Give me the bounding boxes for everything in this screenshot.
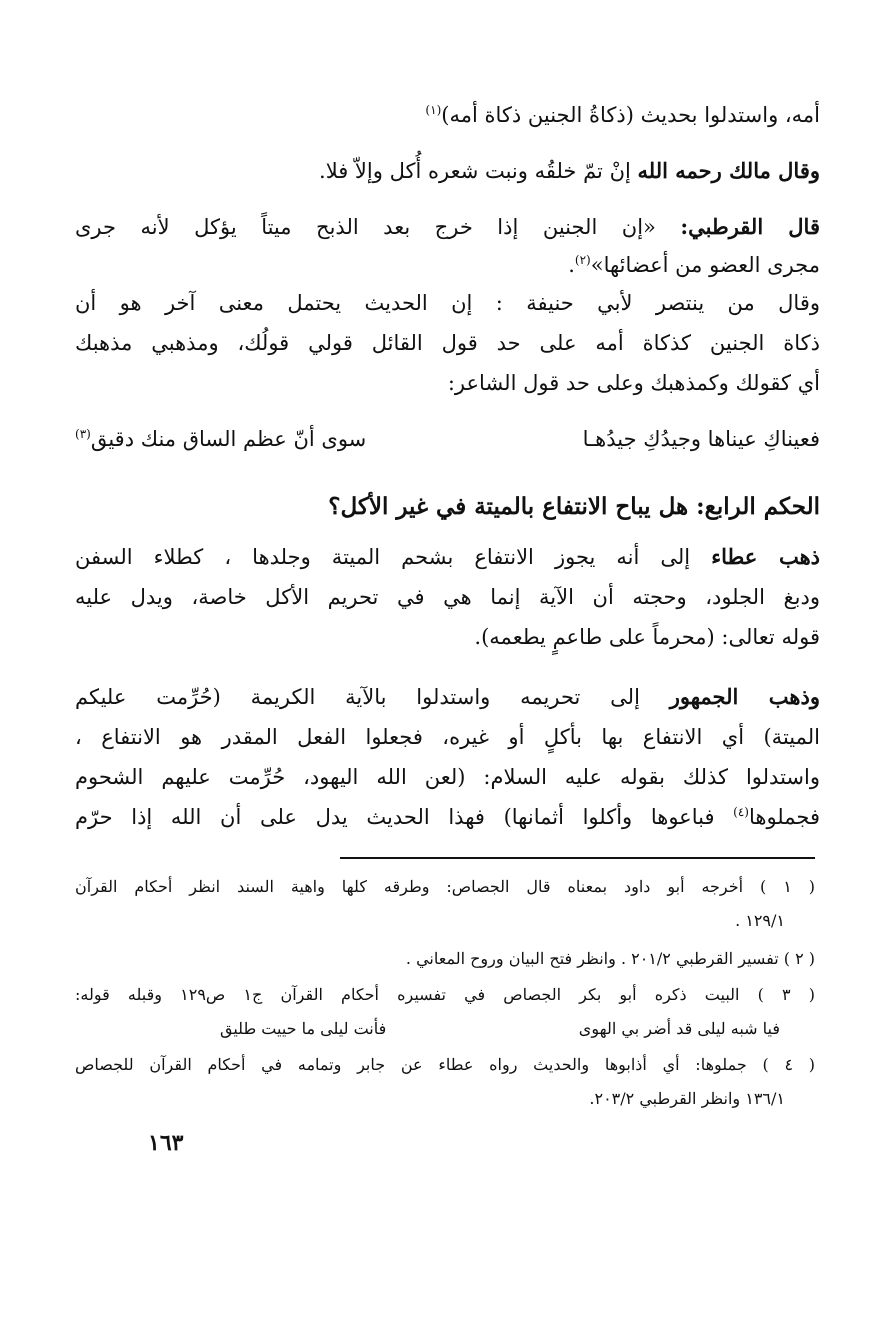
text-segment: «إن الجنين إذا خرج بعد الذبح ميتاً يؤكل لأنه جرى bbox=[75, 215, 656, 239]
footnote-ref: (٤) bbox=[733, 805, 749, 819]
footnote-ref: (١) bbox=[425, 103, 442, 117]
footnote-ref: (٣) bbox=[75, 427, 91, 441]
text-segment: واستدلوا كذلك بقوله عليه السلام: (لعن الله اليهود، حُرِّمت عليهم الشحوم bbox=[75, 765, 820, 789]
footnote-text: ١٣٦/١ وانظر القرطبي ٢٠٣/٢. bbox=[589, 1089, 785, 1108]
paragraph-line bbox=[75, 366, 820, 400]
paragraph-line bbox=[75, 98, 820, 132]
footnote-separator bbox=[340, 857, 815, 859]
text-segment: إنْ تمّ خلقُه ونبت شعره أُكل وإلاّ فلا. bbox=[319, 159, 631, 183]
text-segment: ذكاة الجنين كذكاة أمه على حد قول القائل قولي قولُك، ومذهبي مذهبك bbox=[75, 331, 820, 355]
paragraph-line bbox=[75, 154, 820, 188]
footnote-ref: (٢) bbox=[574, 253, 591, 267]
page-number: ١٦٣ bbox=[148, 1130, 184, 1156]
text-segment: . bbox=[568, 253, 575, 277]
bold-lead: قال القرطبي: bbox=[680, 214, 820, 239]
verse-hemistich-left: سوى أنّ عظم الساق منك دقيق bbox=[90, 427, 367, 451]
paragraph-line bbox=[75, 326, 820, 360]
text-segment: أي كقولك وكمذهبك وعلى حد قول الشاعر: bbox=[447, 371, 820, 395]
verse-hemistich-right: فعيناكِ عيناها وجيدُكِ جيدُهـا bbox=[582, 427, 820, 451]
text-segment: قوله تعالى: (محرماً على طاعمٍ يطعمه). bbox=[474, 625, 820, 649]
footnote-verse bbox=[220, 1014, 780, 1044]
bold-lead: ذهب عطاء bbox=[711, 544, 821, 569]
verse-hemistich-left: فأنت ليلى ما حييت طليق bbox=[220, 1019, 387, 1038]
bold-lead: وقال مالك رحمه الله bbox=[637, 158, 820, 183]
paragraph-line bbox=[75, 620, 820, 654]
paragraph-line bbox=[75, 760, 820, 794]
paragraph-line bbox=[75, 680, 820, 714]
footnote-text: ( ١ ) أخرجه أبو داود بمعناه قال الجصاص: وطرقه كلها واهية السند انظر أحكام القرآن bbox=[75, 877, 815, 896]
poetry-verse bbox=[75, 422, 820, 456]
text-segment: إلى تحريمه واستدلوا بالآية الكريمة (حُرِّمت عليكم bbox=[75, 685, 640, 709]
footnote-line bbox=[75, 944, 815, 974]
paragraph-line bbox=[75, 580, 820, 614]
footnote-text: ١٢٩/١ . bbox=[735, 911, 785, 930]
footnote-line bbox=[45, 1084, 785, 1114]
footnote-text: ( ٤ ) جملوها: أي أذابوها والحديث رواه عطاء عن جابر وتمامه في أحكام القرآن للجصاص bbox=[75, 1055, 816, 1074]
text-segment: وقال من ينتصر لأبي حنيفة : إن الحديث يحتمل معنى آخر هو أن bbox=[75, 291, 820, 315]
section-heading bbox=[75, 490, 820, 524]
paragraph-line bbox=[75, 286, 820, 320]
text-segment: مجرى العضو من أعضائها» bbox=[590, 253, 820, 277]
footnote-line bbox=[75, 1050, 815, 1080]
footnote-text: ( ٢ ) تفسير القرطبي ٢٠١/٢ . وانظر فتح البيان وروح المعاني . bbox=[405, 949, 815, 968]
paragraph-line bbox=[75, 540, 820, 574]
paragraph-line bbox=[75, 248, 820, 282]
footnote-line bbox=[75, 980, 815, 1010]
text-segment: أمه، واستدلوا بحديث (ذكاةُ الجنين ذكاة أمه) bbox=[441, 103, 820, 127]
text-segment: الميتة) أي الانتفاع بها بأكلٍ أو غيره، فجعلوا الفعل المقدر هو الانتفاع ، bbox=[75, 725, 820, 749]
text-segment: فجملوها bbox=[748, 805, 820, 829]
heading-text: الحكم الرابع: هل يباح الانتفاع بالميتة في غير الأكل؟ bbox=[328, 493, 820, 520]
footnote-text: ( ٣ ) البيت ذكره أبو بكر الجصاص في تفسيره أحكام القرآن ج١ ص١٢٩ وقبله قوله: bbox=[75, 985, 816, 1004]
text-segment: فباعوها وأكلوا أثمانها) فهذا الحديث يدل على أن الله إذا حرّم bbox=[75, 805, 715, 829]
paragraph-line bbox=[75, 720, 820, 754]
footnote-line bbox=[45, 906, 785, 936]
text-segment: ودبغ الجلود، وحجته أن الآية إنما هي في تحريم الأكل خاصة، ويدل عليه bbox=[75, 585, 820, 609]
paragraph-line bbox=[75, 210, 820, 244]
paragraph-line bbox=[75, 800, 820, 834]
verse-hemistich-right: فيا شبه ليلى قد أضر بي الهوى bbox=[578, 1019, 780, 1038]
bold-lead: وذهب الجمهور bbox=[669, 684, 820, 709]
footnote-line bbox=[75, 872, 815, 902]
text-segment: إلى أنه يجوز الانتفاع بشحم الميتة وجلدها ، كطلاء السفن bbox=[75, 545, 691, 569]
